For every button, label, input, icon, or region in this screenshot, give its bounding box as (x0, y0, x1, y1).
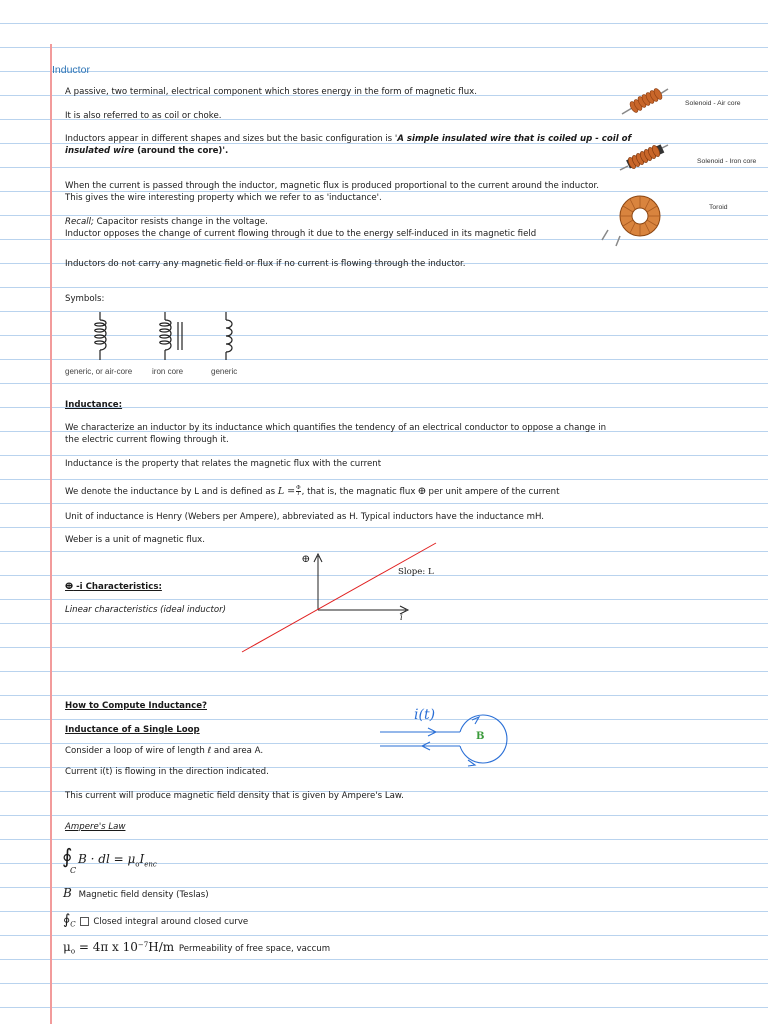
characteristics-heading: ⴲ -i Characteristics: (65, 582, 162, 592)
toroid-caption: Toroid (709, 204, 728, 211)
single-loop-heading: Inductance of a Single Loop (65, 725, 200, 735)
definition-permeability: $\mu_o = 4\pi$ x $10^{-7}H/m$ Permeability of free space, vaccum (63, 940, 331, 956)
compute-heading: How to Compute Inductance? (65, 701, 208, 711)
solenoid-air-core-image (620, 84, 670, 120)
symbol-label-air-core: generic, or air-core (65, 367, 133, 376)
inductance-heading: Inductance: (65, 400, 123, 410)
definition-b: B Magnetic field density (Teslas) (63, 886, 209, 900)
graph-y-axis-label: ⴲ (302, 555, 310, 565)
inductance-formula: L = (277, 486, 296, 497)
placeholder-box-icon (80, 917, 89, 926)
solenoid-air-core-caption: Solenoid - Air core (685, 100, 741, 107)
inductance-paragraph-5: Weber is a unit of magnetic flux. (65, 535, 205, 545)
toroid-image (600, 190, 668, 248)
compute-paragraph-1: Consider a loop of wire of length ℓ and area A. (65, 746, 264, 756)
inductance-paragraph-4: Unit of inductance is Henry (Webers per Ampere), abbreviated as H. Typical inductors have the inductance mH. (65, 512, 545, 522)
linear-characteristic-line (242, 543, 436, 652)
inductance-paragraph-1: We characterize an inductor by its inductance which quantifies the tendency of an electrical conductor to oppose a change in (65, 423, 607, 433)
symbol-label-generic: generic (211, 367, 238, 376)
intro-paragraph-3-cont: insulated wire (around the core)'. (65, 146, 229, 156)
compute-paragraph-2: Current i(t) is flowing in the direction indicated. (65, 767, 269, 777)
inductance-paragraph-2: Inductance is the property that relates the magnetic flux with the current (65, 459, 382, 469)
symbol-label-iron-core: iron core (152, 367, 184, 376)
intro-paragraph-4: When the current is passed through the inductor, magnetic flux is produced proportional to the current around the inductor. (65, 181, 600, 191)
ampere-law-heading: Ampere's Law (65, 822, 126, 832)
intro-paragraph-7: Inductor opposes the change of current flowing through it due to the energy self-induced in its magnetic field (65, 229, 537, 239)
iron-core-inductor-symbol (159, 312, 189, 362)
graph-x-axis-label: i (400, 613, 403, 623)
notebook-margin-line (50, 44, 52, 1024)
solenoid-iron-core-caption: Solenoid - Iron core (697, 158, 757, 165)
graph-slope-label: Slope: L (398, 567, 434, 577)
intro-paragraph-3: Inductors appear in different shapes and sizes but the basic configuration is 'A simple insulated wire that is coiled up - coil of (65, 134, 632, 144)
ampere-law-equation: ∮ C B · dl = $\mu_oI_{enc}$ (62, 844, 157, 875)
loop-current-label: i(t) (414, 707, 436, 723)
generic-inductor-symbol (222, 312, 238, 362)
intro-paragraph-5: This gives the wire interesting property which we refer to as 'inductance'. (65, 193, 382, 203)
loop-field-label: B (476, 731, 485, 742)
intro-paragraph-6: Recall; Capacitor resists change in the voltage. (65, 217, 268, 227)
current-loop-diagram (378, 708, 514, 774)
page-title: Inductor (52, 64, 90, 76)
inductance-paragraph-1-cont: the electric current flowing through it. (65, 435, 229, 445)
inductance-fraction: $\frac{\Phi}{i}$ (296, 485, 301, 497)
inductance-paragraph-3: We denote the inductance by L and is defined as L = $\frac{\Phi}{i}$ , that is, the magnatic flux ⴲ per unit ampere of the current (65, 485, 560, 497)
definition-closed-integral: $∮_C$ Closed integral around closed curve (63, 912, 249, 929)
solenoid-iron-core-image (618, 138, 670, 174)
characteristics-subtitle: Linear characteristics (ideal inductor) (65, 605, 226, 615)
air-core-inductor-symbol (94, 312, 110, 362)
intro-paragraph-8: Inductors do not carry any magnetic field or flux if no current is flowing through the inductor. (65, 259, 466, 269)
intro-paragraph-2: It is also referred to as coil or choke. (65, 111, 222, 121)
flux-current-graph (240, 540, 440, 656)
intro-paragraph-1: A passive, two terminal, electrical component which stores energy in the form of magnetic flux. (65, 87, 477, 97)
symbols-heading: Symbols: (65, 294, 105, 304)
compute-paragraph-3: This current will produce magnetic field density that is given by Ampere's Law. (65, 791, 404, 801)
